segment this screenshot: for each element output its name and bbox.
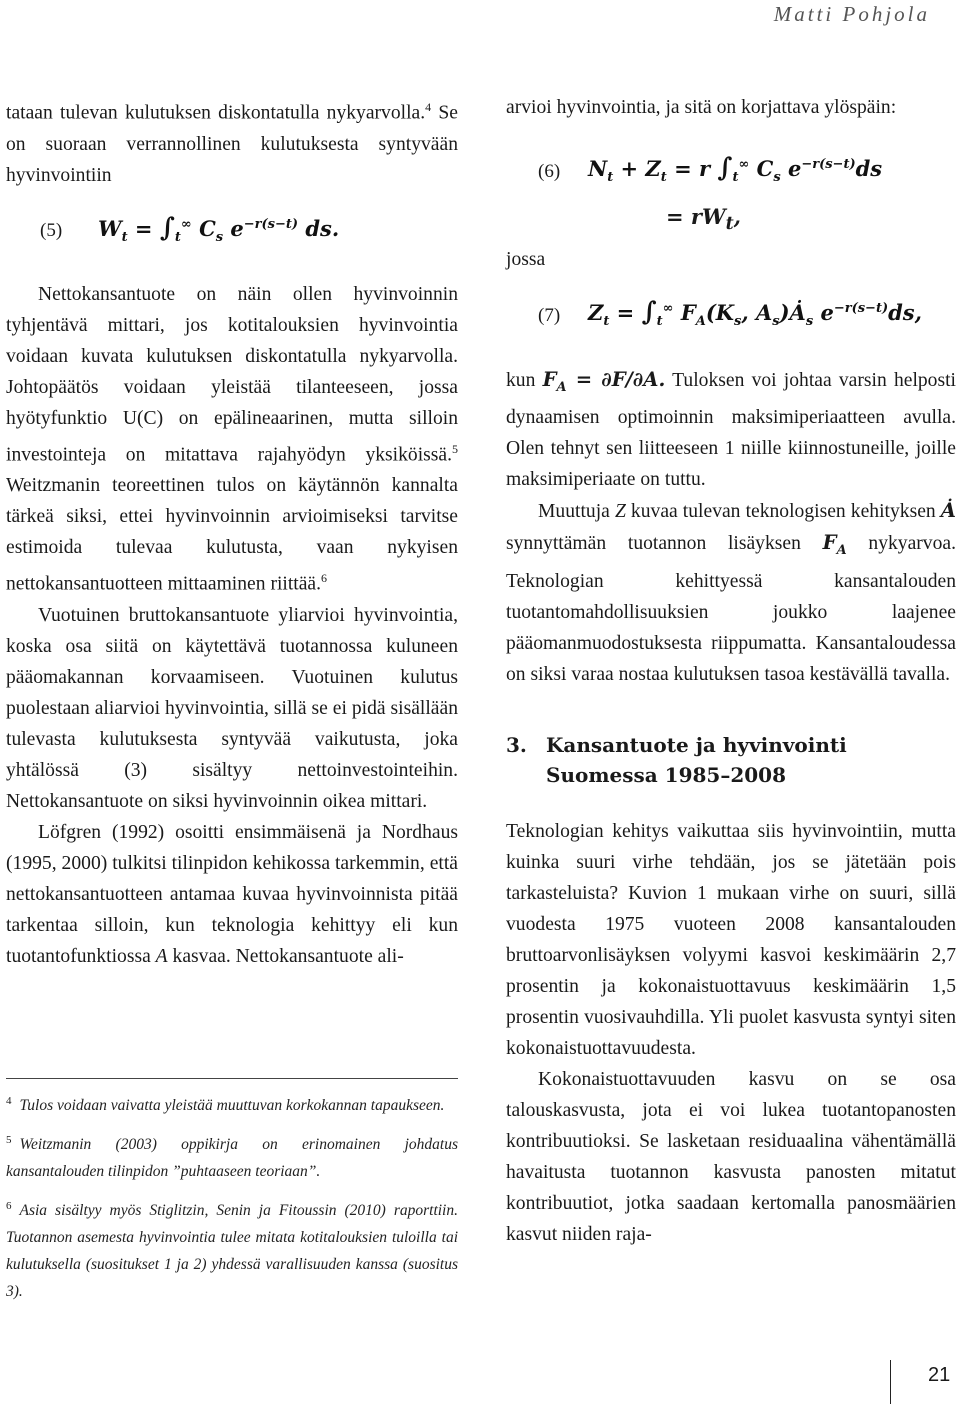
math-variable: Z — [614, 501, 626, 523]
footnote-6: $^6$ Asia sisältyy myös Stiglitzin, Senin ja Fitoussin (2010) raporttiin. Tuotannon asemesta hyvinvointia tulee mitata kotitalouksien tuloilla tai kulutuksella (suositukset 1 ja 2) yhdessä varallisuuden kanssa (suositus 3). — [6, 1200, 458, 1301]
equation-number: (7) — [538, 304, 561, 326]
text: tataan tulevan kulutuksen diskontatulla nykyarvolla. — [6, 102, 426, 124]
paragraph: Muuttuja Z kuvaa tulevan teknologisen kehityksen Ȧ synnyttämän tuotannon lisäyksen $F_A$ nykyarvoa. Teknologian kehittyessä kansantalouden tuotantomahdollisuuksien joukko laajenee pääomanmuodostuksesta riippumatta. Kansantaloudessa on siksi varaa nostaa kulutuksen tasoa kestävällä tavalla. — [506, 499, 956, 686]
footnote-ref: 5 — [452, 441, 458, 456]
text: Löfgren (1992) osoitti ensimmäisenä ja Nordhaus (1995, 2000) tulkitsi tilinpidon kehikossa tarkemmin, että nettokansantuotteen antamaa kuvaa hyvinvoinnista pitää tarkentaa silloin, kun teknologia kehittyy eli kun tuotantofunktiossa — [6, 821, 458, 967]
paragraph: Teknologian kehitys vaikuttaa siis hyvinvointiin, mutta kuinka suuri virhe tehdään, jos se jätetään pois tarkasteluista? Kuvion 1 mukaan virhe on suuri, sillä vuodesta 1975 vuoteen 2008 kansantalouden bruttoarvonlisäyksen volyymi kasvoi keskimäärin 2,7 prosentin ja kokonaistuottavuus keskimäärin 1,5 prosentin vuosivauhdilla. Yli puolet kasvusta syntyi siten kokonaistuottavuudesta. — [506, 821, 956, 1060]
math-variable: A — [155, 945, 168, 967]
right-column — [506, 92, 956, 1250]
text: Nettokansantuote on näin ollen hyvinvoinnin tyhjentävä mittari, jos kotitalouksien hyvinvointia voidaan kuvata kulutuksen diskontatulla nykyarvolla. Johtopäätös voidaan yleistää tilanteeseen, jossa hyötyfunktio U(C) on epälineaarinen, mutta silloin investointeja on mitattava rajahyödyn yksiköissä. — [6, 283, 458, 466]
equation-6 — [506, 149, 956, 193]
equation-6-continuation: = $rW_t$, — [666, 204, 741, 235]
footnote-ref: 4 — [425, 100, 432, 114]
footnote-4: $^4$ Tulos voidaan vaivatta yleistää muuttuvan korkokannan tapaukseen. — [6, 1095, 445, 1115]
running-head: Matti Pohjola — [773, 2, 930, 26]
math-inline: $F_A$ — [822, 531, 847, 559]
footnotes — [6, 1088, 458, 1313]
math-inline: Ȧ — [940, 499, 956, 523]
paragraph — [6, 817, 458, 972]
equation-expression: $Z_t = \int_t^\infty$ $F_A(K_s$, $A_s)Ȧ_s$ $e^{-r(s-t)}ds$, — [588, 297, 922, 330]
math-inline: $F_A = \partial F/\partial A$. — [542, 367, 666, 395]
paragraph: kun $F_A = \partial F/\partial A$. Tuloksen voi johtaa varsin helposti dynaamisen optimoinnin maksimiperiaatteen avulla. Olen tehnyt sen liitteeseen 1 niille kiinnostuneille, joille maksimiperiaate on tuttu. — [506, 367, 956, 491]
section-heading — [506, 730, 956, 790]
footnote-ref: 6 — [321, 571, 328, 586]
text: Se on suoraan verrannollinen kulutuksesta syntyvään hyvinvointiin — [6, 102, 458, 186]
section-title: Kansantuote ja hyvinvointi Suomessa 1985–2008 — [546, 733, 847, 788]
equation-number: (6) — [538, 160, 561, 182]
section-number: 3. — [506, 733, 527, 758]
footnote-5: $^5$ Weitzmanin (2003) oppikirja on erinomainen johdatus kansantalouden tilinpidon ”puhtaaseen teoriaan”. — [6, 1134, 458, 1181]
page-number: 21 — [928, 1364, 951, 1386]
paragraph: Kokonaistuottavuuden kasvu on se osa talouskasvusta, jota ei voi lukea tuotantopanosten kontribuutioksi. Se lasketaan residuaalina vähentämällä havaitusta tuotannon kasvusta panosten mitatut kontribuutiot, jotka saadaan kertomalla panosmäärien kasvut niiden raja- — [506, 1069, 956, 1246]
paragraph — [6, 92, 458, 191]
paragraph: arvioi hyvinvointia, ja sitä on korjattava ylöspäin: — [506, 97, 897, 118]
page-number-rule — [890, 1360, 891, 1404]
equation-expression: $N_t + Z_t = r$ $\int_t^\infty$ $C_s$ $e^{-r(s-t)}ds$ — [588, 153, 883, 186]
paragraph: Vuotuinen bruttokansantuote yliarvioi hyvinvointia, koska osa siitä on käytettävä tuotannossa kuluneen pääomakannan korvaamiseen. Vuotuinen kulutus puolestaan aliarvioi hyvinvointia, sillä se ei pidä sisällään tulevasta kulutuksesta syntyvää vaikutusta, joka yhtälössä (3) sisältyy nettoinvestointeihin. Nettokansantuote on siksi hyvinvoinnin oikea mittari. — [6, 604, 458, 812]
text: kasvaa. Nettokansantuote ali- — [167, 945, 404, 967]
equation-number: (5) — [40, 220, 63, 242]
jossa-label: jossa — [506, 249, 546, 271]
paragraph — [6, 279, 458, 600]
equation-5 — [40, 209, 458, 253]
left-column — [6, 92, 458, 972]
equation-expression: $W_t = \int_t^\infty$ $C_s$ $e^{-r(s-t)}$ ds. — [98, 212, 340, 245]
equation-7 — [506, 293, 956, 337]
text: Weitzmanin teoreettinen tulos on käytännön kannalta tärkeä siksi, ettei hyvinvoinnin arvioimiseksi tarvitse estimoida tulevaa kulutusta, vaan nykyisen nettokansantuotteen mittaaminen riittää. — [6, 475, 458, 595]
footnote-rule — [6, 1078, 458, 1079]
